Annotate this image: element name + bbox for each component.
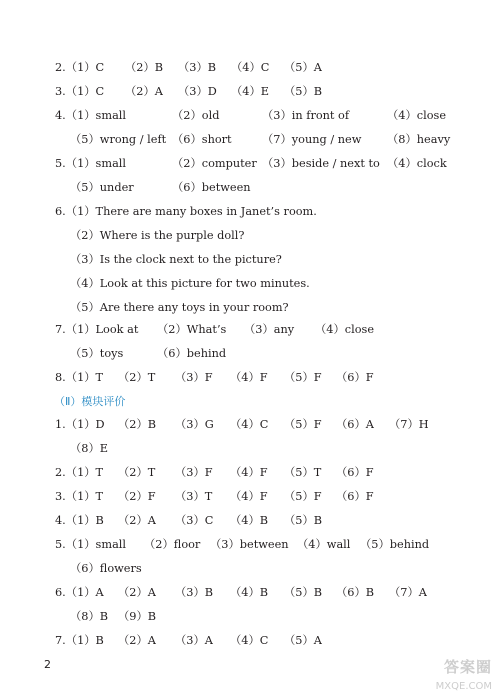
answer-item: （5）F <box>284 490 322 503</box>
answer-line <box>0 58 500 78</box>
answer-line <box>0 583 500 603</box>
answer-item: （2）computer <box>172 157 257 170</box>
answer-item: （8）E <box>70 442 109 455</box>
answer-item: （3）A <box>175 634 213 647</box>
answer-item: （3）F <box>175 466 213 479</box>
answer-item: （4）C <box>230 634 269 647</box>
answer-item: （5）B <box>284 85 323 98</box>
answer-item: （3）T <box>175 490 213 503</box>
answer-line <box>0 487 500 507</box>
answer-item: （5）Are there any toys in your room? <box>70 301 289 314</box>
answer-line <box>0 415 500 435</box>
answer-line <box>0 631 500 651</box>
answer-item: 6.（1）There are many boxes in Janet’s room. <box>55 205 317 218</box>
answer-item: 7.（1）B <box>55 634 104 647</box>
answer-item: （6）behind <box>157 347 227 360</box>
answer-item: （3）B <box>175 586 214 599</box>
answer-item: （2）A <box>118 586 156 599</box>
page-number: 2 <box>44 658 51 671</box>
answer-item: （3）Is the clock next to the picture? <box>70 253 282 266</box>
answer-item: （5）A <box>284 634 322 647</box>
answer-item: （2）A <box>125 85 163 98</box>
answer-item: （6）F <box>336 371 374 384</box>
answer-line <box>0 607 500 627</box>
answer-item: （6）A <box>336 418 374 431</box>
answer-item: （3）any <box>244 323 295 336</box>
answer-item: 8.（1）T <box>55 371 104 384</box>
answer-line <box>0 368 500 388</box>
answer-item: （4）F <box>230 371 268 384</box>
answer-item: （4）Look at this picture for two minutes. <box>70 277 310 290</box>
answer-item: （3）B <box>178 61 217 74</box>
answer-item: （4）C <box>230 418 269 431</box>
answer-item: （5）toys <box>70 347 124 360</box>
answer-item: 2.（1）T <box>55 466 104 479</box>
answer-item: （7）H <box>389 418 429 431</box>
answer-item: （9）B <box>118 610 157 623</box>
answer-item: （4）close <box>387 109 447 122</box>
answer-item: （5）under <box>70 181 134 194</box>
answer-item: （8）heavy <box>387 133 451 146</box>
answer-item: （2）floor <box>144 538 201 551</box>
answer-item: 7.（1）Look at <box>55 323 139 336</box>
answer-item: （2）T <box>118 371 156 384</box>
answer-item: （5）F <box>284 418 322 431</box>
answer-line <box>0 226 500 246</box>
answer-item: （4）clock <box>387 157 447 170</box>
answer-item: （6）F <box>336 490 374 503</box>
answer-item: 4.（1）small <box>55 109 127 122</box>
answer-item: （2）Where is the purple doll? <box>70 229 245 242</box>
answer-item: （5）T <box>284 466 322 479</box>
answer-item: （5）behind <box>360 538 430 551</box>
answer-item: （5）F <box>284 371 322 384</box>
answer-item: （2）A <box>118 634 156 647</box>
answer-item: （3）beside / next to <box>262 157 380 170</box>
answer-item: （2）T <box>118 466 156 479</box>
answer-item: （6）B <box>336 586 375 599</box>
answer-item: 5.（1）small <box>55 538 127 551</box>
answer-item: 6.（1）A <box>55 586 104 599</box>
section-label: （Ⅱ）模块评价 <box>54 395 126 408</box>
answer-line <box>0 344 500 364</box>
answer-line <box>0 154 500 174</box>
answer-item: （4）E <box>231 85 270 98</box>
answer-line <box>0 250 500 270</box>
section-heading <box>0 392 500 412</box>
answer-line <box>0 106 500 126</box>
answer-item: （2）B <box>118 418 157 431</box>
answer-item: （4）B <box>230 514 269 527</box>
answer-item: 3.（1）T <box>55 490 104 503</box>
answer-item: （3）C <box>175 514 214 527</box>
answer-item: （6）F <box>336 466 374 479</box>
answer-item: （2）A <box>118 514 156 527</box>
answer-line <box>0 320 500 340</box>
answer-item: （5）B <box>284 586 323 599</box>
answer-line <box>0 535 500 555</box>
answer-line <box>0 298 500 318</box>
answer-item: （4）wall <box>297 538 351 551</box>
answer-item: （4）F <box>230 490 268 503</box>
answer-line <box>0 178 500 198</box>
answer-item: （7）A <box>389 586 427 599</box>
answer-item: （2）F <box>118 490 156 503</box>
answer-line <box>0 511 500 531</box>
answer-item: 4.（1）B <box>55 514 104 527</box>
answer-item: （5）B <box>284 514 323 527</box>
watermark-text: 答案圈 <box>443 658 492 676</box>
answer-item: （3）in front of <box>262 109 350 122</box>
watermark-logo <box>412 656 494 692</box>
answer-item: （5）A <box>284 61 322 74</box>
answer-line <box>0 202 500 222</box>
answer-line <box>0 439 500 459</box>
answer-line <box>0 559 500 579</box>
answer-line <box>0 82 500 102</box>
answer-item: （8）B <box>70 610 109 623</box>
answer-item: （2）B <box>125 61 164 74</box>
answer-item: （4）F <box>230 466 268 479</box>
answer-item: （3）D <box>178 85 217 98</box>
answer-item: 1.（1）D <box>55 418 105 431</box>
watermark-url: MXQE.COM <box>435 681 492 692</box>
answer-item: （4）close <box>315 323 375 336</box>
answer-item: 2.（1）C <box>55 61 105 74</box>
answer-item: （6）between <box>172 181 251 194</box>
answer-item: （2）What’s <box>157 323 227 336</box>
answer-item: （4）B <box>230 586 269 599</box>
answer-line <box>0 274 500 294</box>
answer-item: （6）flowers <box>70 562 142 575</box>
answer-item: 5.（1）small <box>55 157 127 170</box>
answer-item: （3）between <box>210 538 289 551</box>
answer-line <box>0 130 500 150</box>
answer-item: （7）young / new <box>262 133 362 146</box>
answer-item: （3）F <box>175 371 213 384</box>
answer-item: （6）short <box>172 133 232 146</box>
answer-item: 3.（1）C <box>55 85 105 98</box>
answer-line <box>0 463 500 483</box>
answer-item: （4）C <box>231 61 270 74</box>
answer-item: （3）G <box>175 418 214 431</box>
answer-item: （2）old <box>172 109 220 122</box>
answer-item: （5）wrong / left <box>70 133 167 146</box>
